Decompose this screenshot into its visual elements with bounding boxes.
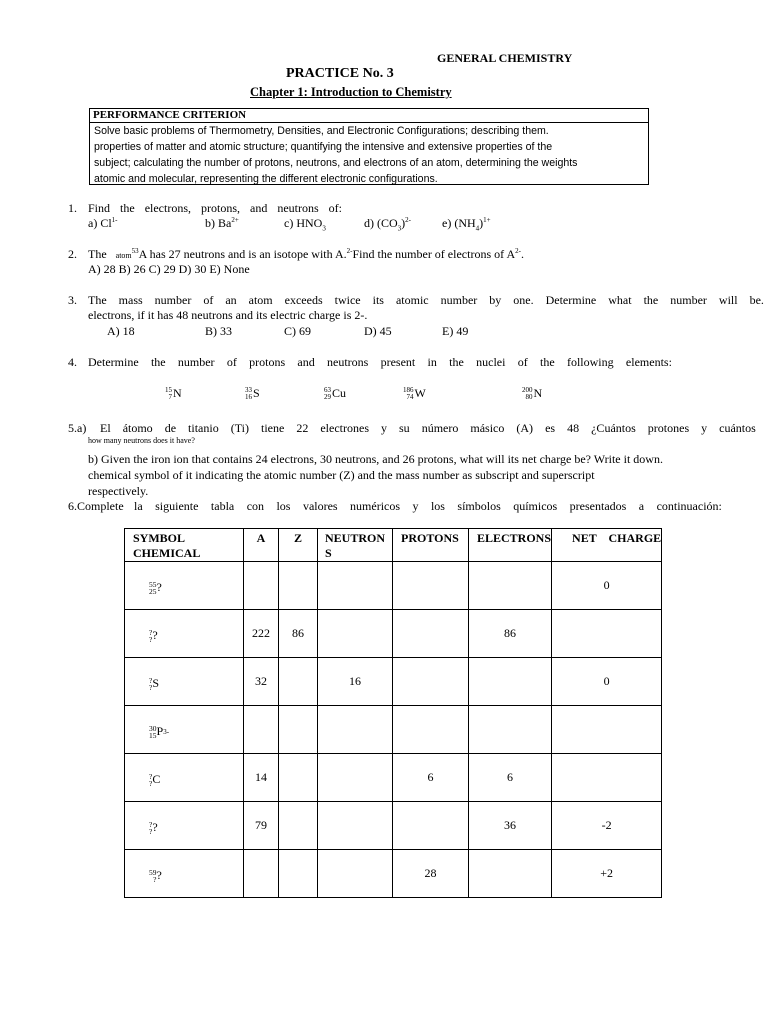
table-row (125, 706, 662, 754)
cell-net-charge: -2 (552, 802, 662, 850)
question-5b-line-3: respectively. (88, 484, 149, 498)
cell-symbol: 55 25 ? (125, 562, 244, 610)
word: number (177, 355, 215, 369)
cell-a: 32 (244, 658, 279, 706)
cell-z (279, 562, 318, 610)
word: 48 (567, 421, 580, 435)
criterion-line: atomic and molecular, representing the different electronic configurations. (94, 173, 438, 185)
cell-neutrons (318, 706, 393, 754)
cell-symbol: ? ? C (125, 754, 244, 802)
word: másico (470, 421, 505, 435)
word: neutrons (327, 355, 369, 369)
word: of (226, 355, 237, 369)
cell-z (279, 850, 318, 898)
word: tiene (260, 421, 285, 435)
question-4-text (88, 355, 672, 370)
course-title: GENERAL CHEMISTRY (437, 51, 573, 65)
word: the (120, 201, 135, 215)
q3-option-e: E) 49 (442, 324, 469, 338)
word: protones (647, 421, 690, 435)
q1-option-d: d) $(CO_3)^{2-}$ (364, 216, 412, 233)
word: number (440, 293, 478, 307)
practice-title: PRACTICE No. 3 (286, 66, 394, 81)
word: of (203, 293, 214, 307)
chapter-title: Chapter 1: Introduction to Chemistry (250, 85, 452, 99)
criterion-line: properties of matter and atomic structure; quantifying the intensive and extensive properties of the (94, 141, 553, 153)
word: valores (302, 499, 338, 513)
question-1-text (88, 201, 342, 216)
question-2-text: The atom$^{53}$A has 27 neutrons and is an isotope with A.$^{2-}$Find the number of electrons of $A^{2-}$. (88, 247, 524, 261)
cell-neutrons (318, 802, 393, 850)
table-row (125, 850, 662, 898)
nuclide-w186: 186 74 W (403, 385, 426, 401)
isotope-table (124, 528, 662, 898)
cell-z (279, 802, 318, 850)
word: los (276, 499, 291, 513)
question-5b-line-1: b) Given the iron ion that contains 24 electrons, 30 neutrons, and 26 protons, what will its net charge be? Write it down. (88, 452, 663, 466)
word: ¿Cuántos (591, 421, 636, 435)
word: electrones (320, 421, 369, 435)
word: atom (248, 293, 273, 307)
cell-symbol: ? ? ? (125, 802, 244, 850)
word: neutrons (277, 201, 319, 215)
word: nuclei (476, 355, 506, 369)
word: continuación: (656, 499, 722, 513)
nuclide-s33: 33 16 S (245, 385, 260, 401)
word: the (540, 355, 555, 369)
nuclide-cu63: 63 29 Cu (324, 385, 347, 401)
word: (A) (516, 421, 534, 435)
word: siguiente (155, 499, 199, 513)
word: following (566, 355, 614, 369)
word: in (427, 355, 437, 369)
word: Find (88, 201, 111, 215)
q1-option-c: c) $HNO_3$ (284, 216, 326, 233)
word: The (88, 293, 107, 307)
criterion-title: PERFORMANCE CRITERION (90, 109, 648, 123)
cell-electrons (469, 850, 552, 898)
question-3-line-2: electrons, if it has 48 neutrons and its electric charge is 2-. (88, 308, 368, 322)
q1-option-e: e) $(NH_4)^{1+}$ (442, 216, 491, 233)
word: what (608, 293, 632, 307)
q3-option-c: C) 69 (284, 324, 311, 338)
table-row (125, 610, 662, 658)
word: numéricos (350, 499, 401, 513)
question-4-number: 4. (68, 355, 77, 369)
q3-option-b: B) 33 (205, 324, 232, 338)
word: one. (513, 293, 534, 307)
word: exceeds (284, 293, 323, 307)
cell-neutrons: 16 (318, 658, 393, 706)
cell-net-charge (552, 754, 662, 802)
word: of (517, 355, 528, 369)
cell-electrons: 86 (469, 610, 552, 658)
header-electrons: ELECTRONS (469, 529, 552, 562)
question-2-number: 2. (68, 247, 77, 261)
header-z: Z (279, 529, 318, 562)
cell-electrons: 6 (469, 754, 552, 802)
cell-electrons (469, 658, 552, 706)
cell-net-charge (552, 610, 662, 658)
criterion-body (90, 123, 648, 187)
word: titanio (188, 421, 219, 435)
question-5b-line-2: chemical symbol of it indicating the atomic number (Z) and the mass number as subscript and superscript (88, 468, 595, 482)
cell-a: 79 (244, 802, 279, 850)
word: mass (118, 293, 143, 307)
word: presentados (569, 499, 627, 513)
cell-protons (393, 802, 469, 850)
nuclide-n200: 200 80 N (522, 385, 543, 401)
word: number (154, 293, 192, 307)
word: an (225, 293, 237, 307)
table-header-row (125, 529, 662, 562)
cell-symbol: ? ? S (125, 658, 244, 706)
cell-symbol: 30 15 P 3- (125, 706, 244, 754)
cell-net-charge (552, 706, 662, 754)
word: y (381, 421, 387, 435)
question-2-options: A) 28 B) 26 C) 29 D) 30 E) None (88, 262, 250, 276)
word: number (670, 293, 707, 307)
word: y (701, 421, 708, 435)
question-1-number: 1. (68, 201, 77, 215)
word: will (718, 293, 738, 307)
word: protons (249, 355, 286, 369)
performance-criterion-box (89, 108, 649, 185)
word: elements: (625, 355, 672, 369)
cell-protons: 28 (393, 850, 469, 898)
word: a (638, 499, 645, 513)
header-net-charge: NET CHARGE (552, 529, 662, 562)
word: be. (749, 293, 764, 307)
header-a: A (244, 529, 279, 562)
question-6-number: 6.Complete (68, 499, 124, 513)
header-protons: PROTONS (393, 529, 469, 562)
word: of: (328, 201, 342, 215)
word: la (134, 499, 143, 513)
word: su (399, 421, 410, 435)
table-row (125, 802, 662, 850)
question-3-number: 3. (68, 293, 77, 307)
q1-option-b: b) $Ba^{2+}$ (205, 216, 239, 230)
cell-protons (393, 706, 469, 754)
word: and (297, 355, 315, 369)
word: the (643, 293, 659, 307)
header-symbol: SYMBOL CHEMICAL (125, 529, 244, 562)
cell-z: 86 (279, 610, 318, 658)
table-row (125, 754, 662, 802)
q3-option-a: A) 18 (107, 324, 135, 338)
cell-z (279, 706, 318, 754)
cell-net-charge: +2 (552, 850, 662, 898)
word: and (250, 201, 268, 215)
cell-z (279, 658, 318, 706)
word: tabla (210, 499, 235, 513)
criterion-line: Solve basic problems of Thermometry, Densities, and Electronic Configurations; describing them. (94, 125, 549, 137)
question-5a-small-text: how many neutrons does it have? (88, 436, 195, 445)
question-5a-text (100, 421, 756, 436)
word: es (545, 421, 556, 435)
word: its (372, 293, 384, 307)
cell-a: 222 (244, 610, 279, 658)
word: de (164, 421, 177, 435)
word: 22 (296, 421, 309, 435)
cell-symbol: 59 ? ? (125, 850, 244, 898)
cell-a (244, 850, 279, 898)
cell-electrons (469, 706, 552, 754)
word: átomo (122, 421, 153, 435)
word: Determine (88, 355, 139, 369)
cell-protons: 6 (393, 754, 469, 802)
question-6-text (134, 499, 722, 514)
word: químicos (513, 499, 558, 513)
word: (Ti) (230, 421, 249, 435)
cell-net-charge: 0 (552, 562, 662, 610)
cell-neutrons (318, 850, 393, 898)
cell-electrons: 36 (469, 802, 552, 850)
word: present (380, 355, 416, 369)
header-neutrons: NEUTRON S (318, 529, 393, 562)
word: atomic (395, 293, 429, 307)
word: protons, (201, 201, 240, 215)
question-5-number: 5.a) (68, 421, 87, 435)
cell-neutrons (318, 610, 393, 658)
cell-a: 14 (244, 754, 279, 802)
word: número (421, 421, 459, 435)
cell-neutrons (318, 562, 393, 610)
word: los (430, 499, 445, 513)
table-row (125, 658, 662, 706)
cell-a (244, 706, 279, 754)
cell-a (244, 562, 279, 610)
nuclide-n15: 15 7 N (165, 385, 182, 401)
q3-option-d: D) 45 (364, 324, 392, 338)
word: the (150, 355, 166, 369)
word: Determine (545, 293, 597, 307)
word: the (449, 355, 464, 369)
question-3-line-1 (88, 293, 764, 308)
word: y (412, 499, 419, 513)
cell-protons (393, 610, 469, 658)
word: con (246, 499, 265, 513)
cell-symbol: ? ? ? (125, 610, 244, 658)
word: twice (334, 293, 361, 307)
q1-option-a: a) $Cl^{1-}$ (88, 216, 118, 230)
cell-protons (393, 562, 469, 610)
word: cuántos (719, 421, 756, 435)
word: by (489, 293, 502, 307)
cell-electrons (469, 562, 552, 610)
criterion-line: subject; calculating the number of protons, neutrons, and electrons of an atom, determining the weights (94, 157, 578, 169)
cell-protons (393, 658, 469, 706)
word: El (100, 421, 111, 435)
cell-neutrons (318, 754, 393, 802)
table-row (125, 562, 662, 610)
word: electrons, (144, 201, 191, 215)
word: símbolos (457, 499, 501, 513)
cell-z (279, 754, 318, 802)
cell-net-charge: 0 (552, 658, 662, 706)
